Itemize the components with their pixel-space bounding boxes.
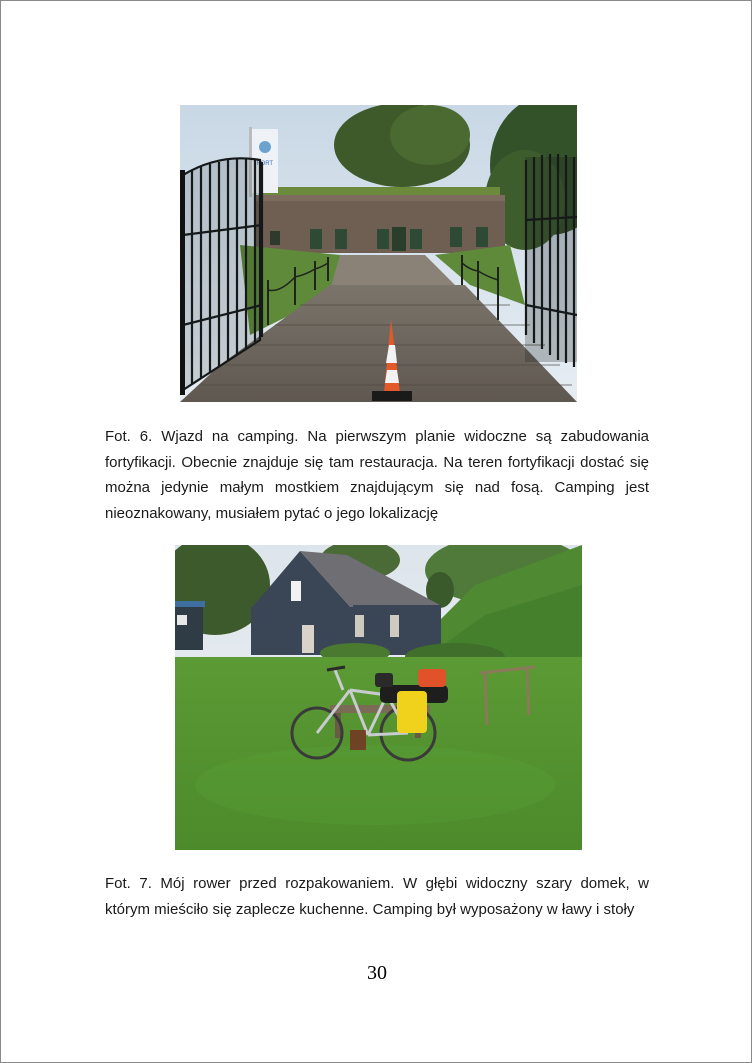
photo-caption-6: Fot. 6. Wjazd na camping. Na pierwszym planie widoczne są zabudowania fortyfikacji. Obecnie znajduje się tam restauracja. Na teren fortyfikacji dostać się można jedynie małym mostkiem znajdującym się nad fosą. Camping jest nieoznakowany, musiałem pytać o jego lokalizację [105,428,649,522]
photo-caption-7: Fot. 7. Mój rower przed rozpakowaniem. W głębi widoczny szary domek, w którym mieściło się zaplecze kuchenne. Camping był wyposażony w ławy i stoły [105,875,649,918]
photo-camping-entrance [180,105,577,402]
flag-text: FORT [256,161,274,167]
photo-bicycle-image [175,545,582,850]
photo-camping-entrance-image [180,105,577,402]
photo-bicycle [175,545,582,850]
page-number: 30 [367,962,387,984]
